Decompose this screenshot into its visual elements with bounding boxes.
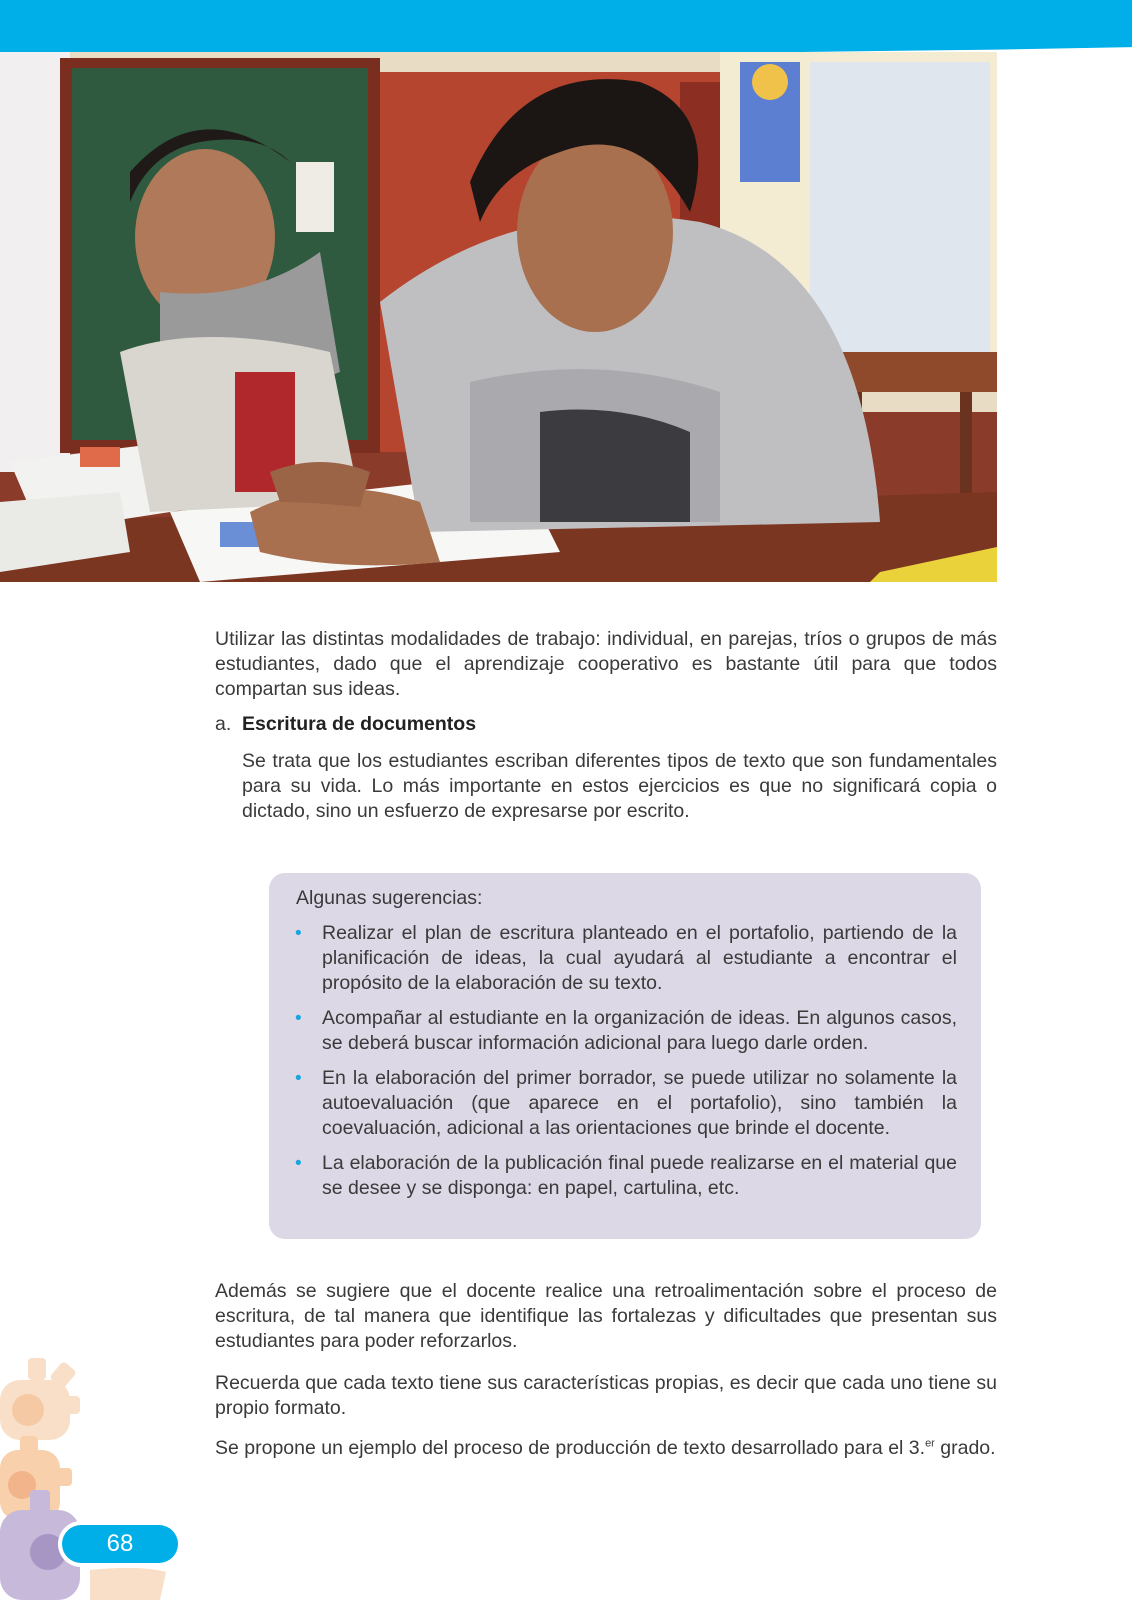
bullet-icon: • bbox=[295, 923, 302, 944]
item-a-heading-row bbox=[215, 712, 476, 737]
paragraph-intro: Utilizar las distintas modalidades de trabajo: individual, en parejas, tríos o grupos de más estudiantes, dado que el aprendizaje cooperativo es bastante útil para que todos compartan sus ideas. bbox=[215, 628, 997, 700]
suggestion-text: La elaboración de la publicación final puede realizarse en el material que se desee y se disponga: en papel, cartulina, etc. bbox=[322, 1152, 957, 1199]
classroom-photo bbox=[0, 52, 997, 582]
grade-superscript: er bbox=[925, 1437, 935, 1450]
suggestions-title: Algunas sugerencias: bbox=[296, 887, 483, 909]
suggestion-item bbox=[293, 921, 957, 996]
example-text: Se propone un ejemplo del proceso de producción de texto desarrollado para el 3. bbox=[215, 1437, 926, 1459]
paragraph-example bbox=[215, 1436, 997, 1461]
paragraph-feedback: Además se sugiere que el docente realice una retroalimentación sobre el proceso de escritura, de tal manera que identifique las fortalezas y dificultades que presentan sus estudiantes para poder reforzarlos. bbox=[215, 1280, 997, 1352]
item-a-heading: Escritura de documentos bbox=[242, 713, 477, 735]
suggestion-item bbox=[293, 1151, 957, 1201]
suggestion-text: En la elaboración del primer borrador, se puede utilizar no solamente la autoevaluación (que aparece en el portafolio), sino también la coevaluación, adicional a las orientaciones que brinde el docente. bbox=[322, 1067, 957, 1139]
item-a-letter: a. bbox=[215, 713, 232, 735]
suggestion-text: Acompañar al estudiante en la organización de ideas. En algunos casos, se deberá buscar información adicional para luego darle orden. bbox=[322, 1007, 957, 1054]
suggestions-box bbox=[269, 873, 981, 1239]
page-number: 68 bbox=[106, 1530, 134, 1557]
item-a-text: Se trata que los estudiantes escriban diferentes tipos de texto que son fundamentales para su vida. Lo más importante en estos ejercicios es que no significará copia o dictado, sino un esfuerzo de expresarse por escrito. bbox=[242, 750, 997, 822]
suggestion-item bbox=[293, 1066, 957, 1141]
paragraph-format: Recuerda que cada texto tiene sus características propias, es decir que cada uno tiene su propio formato. bbox=[215, 1372, 997, 1419]
suggestions-list bbox=[293, 921, 957, 1211]
bullet-icon: • bbox=[295, 1008, 302, 1029]
example-text-end: grado. bbox=[934, 1437, 996, 1459]
bullet-icon: • bbox=[295, 1153, 302, 1174]
bullet-icon: • bbox=[295, 1068, 302, 1089]
suggestion-item bbox=[293, 1006, 957, 1056]
photo-illustration bbox=[0, 52, 997, 582]
suggestion-text: Realizar el plan de escritura planteado en el portafolio, partiendo de la planificación de ideas, la cual ayudará al estudiante a encontrar el propósito de la elaboración de su texto. bbox=[322, 922, 957, 994]
